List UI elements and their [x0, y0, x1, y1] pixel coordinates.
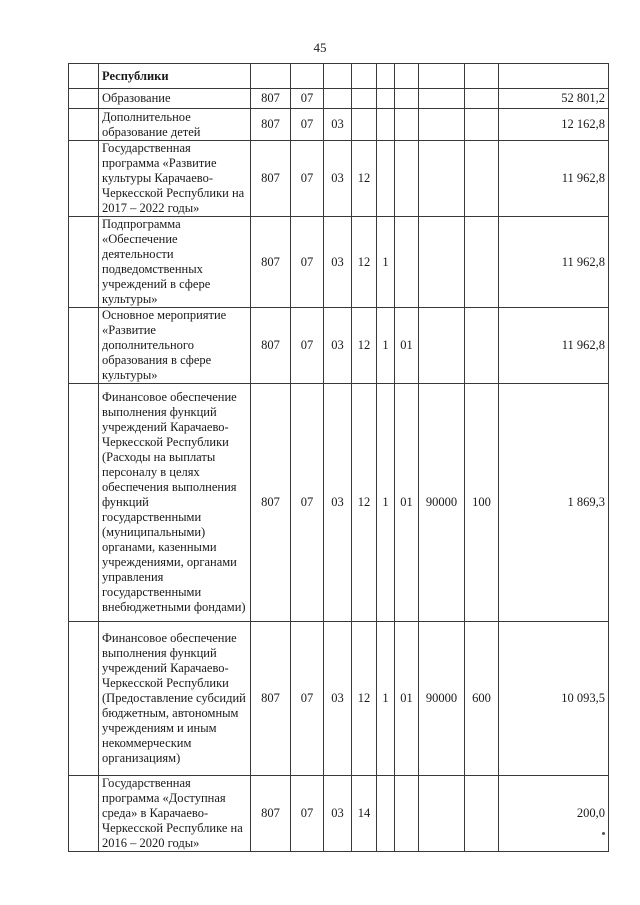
table-row: [69, 384, 609, 622]
department-code-cell: 807: [251, 89, 291, 109]
section-code-cell: 07: [291, 776, 324, 852]
program-code-cell: [352, 89, 377, 109]
program-code-cell: 12: [352, 308, 377, 384]
subprogram-code-cell: [377, 141, 395, 217]
expense-type-cell: [465, 109, 499, 141]
direction-code-cell: [419, 89, 465, 109]
department-code-cell: 807: [251, 384, 291, 622]
department-code-cell: 807: [251, 217, 291, 308]
direction-code-cell: 90000: [419, 384, 465, 622]
activity-code-cell: 01: [395, 308, 419, 384]
table-row: [69, 308, 609, 384]
row-number-cell: [69, 308, 99, 384]
program-code-cell: 12: [352, 141, 377, 217]
row-number-cell: [69, 64, 99, 89]
item-name-cell: Дополнительное образование детей: [99, 109, 251, 141]
row-number-cell: [69, 109, 99, 141]
subprogram-code-cell: [377, 109, 395, 141]
activity-code-cell: [395, 141, 419, 217]
department-code-cell: 807: [251, 141, 291, 217]
expense-type-cell: [465, 217, 499, 308]
expense-type-cell: 100: [465, 384, 499, 622]
section-code-cell: [291, 64, 324, 89]
activity-code-cell: [395, 776, 419, 852]
subsection-code-cell: 03: [324, 217, 352, 308]
program-code-cell: [352, 64, 377, 89]
subsection-code-cell: 03: [324, 776, 352, 852]
department-code-cell: 807: [251, 308, 291, 384]
section-code-cell: 07: [291, 141, 324, 217]
section-code-cell: 07: [291, 384, 324, 622]
item-name-cell: Подпрограмма «Обеспечение деятельности подведомственных учреждений в сфере культуры»: [99, 217, 251, 308]
program-code-cell: 12: [352, 622, 377, 776]
direction-code-cell: [419, 64, 465, 89]
section-code-cell: 07: [291, 217, 324, 308]
expense-type-cell: [465, 89, 499, 109]
activity-code-cell: [395, 64, 419, 89]
table-row: [69, 141, 609, 217]
subsection-code-cell: 03: [324, 622, 352, 776]
table-row: [69, 776, 609, 852]
activity-code-cell: [395, 217, 419, 308]
subsection-code-cell: 03: [324, 141, 352, 217]
table-row: [69, 89, 609, 109]
expense-type-cell: [465, 141, 499, 217]
expense-type-cell: [465, 64, 499, 89]
subprogram-code-cell: [377, 776, 395, 852]
table-row: [69, 622, 609, 776]
amount-cell: 11 962,8: [499, 308, 609, 384]
activity-code-cell: 01: [395, 622, 419, 776]
subprogram-code-cell: [377, 64, 395, 89]
activity-code-cell: [395, 89, 419, 109]
scan-mark: [602, 832, 605, 835]
amount-cell: 11 962,8: [499, 217, 609, 308]
section-code-cell: 07: [291, 109, 324, 141]
expense-type-cell: [465, 308, 499, 384]
table-row: [69, 109, 609, 141]
subprogram-code-cell: 1: [377, 308, 395, 384]
subprogram-code-cell: 1: [377, 384, 395, 622]
table-row: [69, 217, 609, 308]
amount-cell: 10 093,5: [499, 622, 609, 776]
expense-type-cell: [465, 776, 499, 852]
budget-table: [68, 63, 609, 852]
direction-code-cell: [419, 308, 465, 384]
item-name-cell: Государственная программа «Доступная среда» в Карачаево-Черкесской Республике на 2016 – 2020 годы»: [99, 776, 251, 852]
subprogram-code-cell: 1: [377, 622, 395, 776]
department-code-cell: 807: [251, 622, 291, 776]
activity-code-cell: 01: [395, 384, 419, 622]
program-code-cell: 12: [352, 217, 377, 308]
amount-cell: 1 869,3: [499, 384, 609, 622]
department-code-cell: [251, 64, 291, 89]
item-name-cell: Финансовое обеспечение выполнения функций учреждений Карачаево-Черкесской Республики (Предоставление субсидий бюджетным, автономным учреждениям и иным некоммерческим организациям): [99, 622, 251, 776]
expense-type-cell: 600: [465, 622, 499, 776]
program-code-cell: 14: [352, 776, 377, 852]
direction-code-cell: [419, 776, 465, 852]
program-code-cell: 12: [352, 384, 377, 622]
subsection-code-cell: [324, 89, 352, 109]
item-name-cell: Республики: [99, 64, 251, 89]
section-code-cell: 07: [291, 622, 324, 776]
amount-cell: 52 801,2: [499, 89, 609, 109]
amount-cell: 200,0: [499, 776, 609, 852]
subprogram-code-cell: [377, 89, 395, 109]
subsection-code-cell: 03: [324, 109, 352, 141]
activity-code-cell: [395, 109, 419, 141]
table-row: [69, 64, 609, 89]
section-code-cell: 07: [291, 308, 324, 384]
row-number-cell: [69, 217, 99, 308]
row-number-cell: [69, 622, 99, 776]
department-code-cell: 807: [251, 109, 291, 141]
item-name-cell: Финансовое обеспечение выполнения функций учреждений Карачаево-Черкесской Республики (Расходы на выплаты персоналу в целях обеспечения выполнения функций государственными (муниципальными) органами, казенными учреждениями, органами управления государственными внебюджетными фондами): [99, 384, 251, 622]
subsection-code-cell: [324, 64, 352, 89]
item-name-cell: Государственная программа «Развитие культуры Карачаево-Черкесской Республики на 2017 – 2022 годы»: [99, 141, 251, 217]
page-number: 45: [313, 40, 327, 55]
item-name-cell: Основное мероприятие «Развитие дополнительного образования в сфере культуры»: [99, 308, 251, 384]
program-code-cell: [352, 109, 377, 141]
direction-code-cell: [419, 141, 465, 217]
row-number-cell: [69, 89, 99, 109]
item-name-cell: Образование: [99, 89, 251, 109]
subsection-code-cell: 03: [324, 308, 352, 384]
direction-code-cell: 90000: [419, 622, 465, 776]
direction-code-cell: [419, 109, 465, 141]
section-code-cell: 07: [291, 89, 324, 109]
amount-cell: 11 962,8: [499, 141, 609, 217]
department-code-cell: 807: [251, 776, 291, 852]
subsection-code-cell: 03: [324, 384, 352, 622]
row-number-cell: [69, 384, 99, 622]
row-number-cell: [69, 141, 99, 217]
subprogram-code-cell: 1: [377, 217, 395, 308]
direction-code-cell: [419, 217, 465, 308]
amount-cell: [499, 64, 609, 89]
amount-cell: 12 162,8: [499, 109, 609, 141]
row-number-cell: [69, 776, 99, 852]
